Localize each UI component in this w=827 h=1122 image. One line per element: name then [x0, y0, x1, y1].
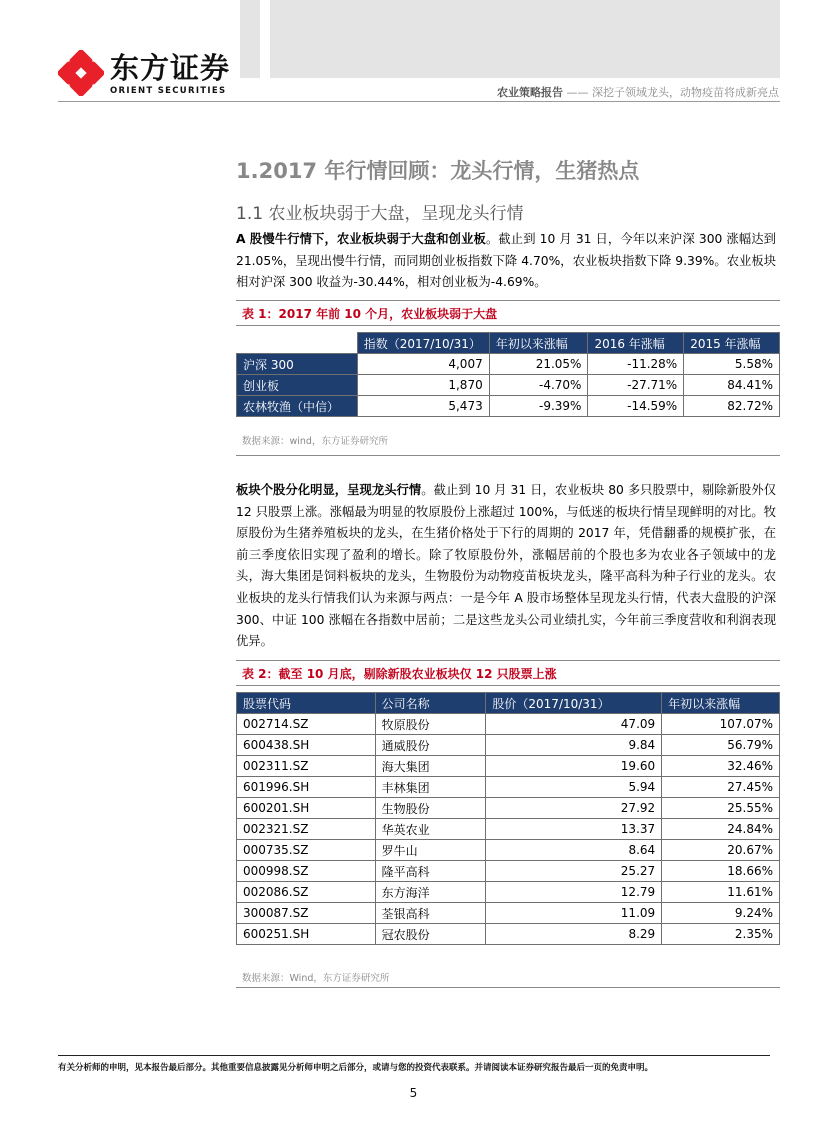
cell-code: 600438.SH [237, 735, 376, 756]
cell-2016: -27.71% [588, 375, 684, 396]
table-1-bottom-rule [236, 455, 780, 456]
row-label: 创业板 [237, 375, 358, 396]
cell-price: 11.09 [486, 903, 662, 924]
cell-ytd: 25.55% [662, 798, 780, 819]
cell-2016: -11.28% [588, 354, 684, 375]
cell-company: 冠农股份 [375, 924, 486, 945]
col-header-ytd: 年初以来涨幅 [489, 333, 588, 354]
table-row [237, 861, 780, 882]
table-row [237, 882, 780, 903]
cell-ytd: 20.67% [662, 840, 780, 861]
cell-code: 600201.SH [237, 798, 376, 819]
row-label: 农林牧渔（中信） [237, 396, 358, 417]
cell-ytd: 32.46% [662, 756, 780, 777]
table-row [237, 396, 780, 417]
cell-company: 丰林集团 [375, 777, 486, 798]
footer-divider [58, 1055, 770, 1056]
cell-ytd: -9.39% [489, 396, 588, 417]
table-row [237, 735, 780, 756]
table-row [237, 840, 780, 861]
cell-company: 海大集团 [375, 756, 486, 777]
cell-code: 002311.SZ [237, 756, 376, 777]
table-row [237, 714, 780, 735]
col-header-index: 指数（2017/10/31） [357, 333, 489, 354]
cell-ytd: -4.70% [489, 375, 588, 396]
cell-index: 4,007 [357, 354, 489, 375]
cell-price: 12.79 [486, 882, 662, 903]
table-row [237, 756, 780, 777]
cell-2016: -14.59% [588, 396, 684, 417]
cell-price: 8.64 [486, 840, 662, 861]
cell-price: 13.37 [486, 819, 662, 840]
paragraph-1 [236, 229, 776, 294]
footer-disclaimer: 有关分析师的申明，见本报告最后部分。其他重要信息披露见分析师申明之后部分，或请与您的投资代表联系。并请阅读本证券研究报告最后一页的免责申明。 [58, 1063, 654, 1073]
col-header-ytd: 年初以来涨幅 [662, 693, 780, 714]
index-performance-table [236, 332, 780, 417]
cell-ytd: 18.66% [662, 861, 780, 882]
table-1-source: 数据来源：wind，东方证券研究所 [242, 436, 388, 447]
report-subtitle: 深挖子领域龙头，动物疫苗将成新亮点 [592, 86, 779, 99]
subsection-heading: 1.1 农业板块弱于大盘，呈现龙头行情 [236, 204, 524, 224]
table-row [237, 354, 780, 375]
paragraph-1-body: 。截止到 10 月 31 日，今年以来沪深 300 涨幅达到 21.05%，呈现出慢牛行情，而同期创业板指数下降 4.70%，农业板块指数下降 9.39%。农业板块相对沪深 300 收益为-30.44%，相对创业板为-4.69%。 [236, 232, 776, 290]
table-row [237, 798, 780, 819]
paragraph-2 [236, 480, 776, 653]
table-2-caption: 表 2：截至 10 月底，剔除新股农业板块仅 12 只股票上涨 [236, 660, 780, 686]
cell-price: 27.92 [486, 798, 662, 819]
cell-ytd: 11.61% [662, 882, 780, 903]
cell-company: 荃银高科 [375, 903, 486, 924]
cell-code: 002321.SZ [237, 819, 376, 840]
brand-name-cn: 东方证券 [110, 51, 231, 85]
cell-index: 1,870 [357, 375, 489, 396]
paragraph-2-lead: 板块个股分化明显，呈现龙头行情 [236, 483, 422, 497]
paragraph-1-lead: A 股慢牛行情下，农业板块弱于大盘和创业板 [236, 232, 486, 246]
cell-ytd: 107.07% [662, 714, 780, 735]
cell-price: 8.29 [486, 924, 662, 945]
cell-ytd: 27.45% [662, 777, 780, 798]
cell-ytd: 56.79% [662, 735, 780, 756]
table-row [237, 819, 780, 840]
cell-company: 华英农业 [375, 819, 486, 840]
table-row [237, 903, 780, 924]
header-band [240, 0, 780, 78]
paragraph-2-body: 。截止到 10 月 31 日，农业板块 80 多只股票中，剔除新股外仅 12 只股票上涨。涨幅最为明显的牧原股份上涨超过 100%，与低迷的板块行情呈现鲜明的对比。牧原股份为生猪养殖板块的龙头，在生猪价格处于下行的周期的 2017 年，凭借翻番的规模扩张，在前三季度依旧实现了盈利的增长。除了牧原股份外，涨幅居前的个股也多为农业各子领域中的龙头，海大集团是饲料板块的龙头，生物股份为动物疫苗板块龙头，隆平高科为种子行业的龙头。农业板块的龙头行情我们认为来源与两点：一是今年 A 股市场整体呈现龙头行情，代表大盘股的沪深 300、中证 100 涨幅在各指数中居前；二是这些龙头公司业绩扎实，今年前三季度营收和利润表现优异。 [236, 483, 776, 649]
cell-code: 300087.SZ [237, 903, 376, 924]
cell-company: 通威股份 [375, 735, 486, 756]
cell-ytd: 9.24% [662, 903, 780, 924]
cell-code: 600251.SH [237, 924, 376, 945]
cell-company: 罗牛山 [375, 840, 486, 861]
cell-ytd: 21.05% [489, 354, 588, 375]
section-heading: 1.2017 年行情回顾：龙头行情，生猪热点 [236, 159, 640, 183]
cell-ytd: 2.35% [662, 924, 780, 945]
col-header-2016: 2016 年涨幅 [588, 333, 684, 354]
col-header-company: 公司名称 [375, 693, 486, 714]
cell-company: 生物股份 [375, 798, 486, 819]
cell-price: 9.84 [486, 735, 662, 756]
cell-code: 002086.SZ [237, 882, 376, 903]
cell-company: 隆平高科 [375, 861, 486, 882]
header-divider [58, 101, 780, 102]
table-header-row [237, 693, 780, 714]
table-2-source: 数据来源：Wind，东方证券研究所 [242, 973, 390, 984]
table-1-caption: 表 1：2017 年前 10 个月，农业板块弱于大盘 [236, 300, 780, 326]
cell-price: 5.94 [486, 777, 662, 798]
cell-2015: 84.41% [684, 375, 780, 396]
cell-company: 牧原股份 [375, 714, 486, 735]
row-label: 沪深 300 [237, 354, 358, 375]
cell-index: 5,473 [357, 396, 489, 417]
cell-price: 19.60 [486, 756, 662, 777]
cell-code: 000998.SZ [237, 861, 376, 882]
report-type: 农业策略报告 [497, 86, 563, 99]
header-dash: —— [563, 86, 592, 99]
brand-name-en: ORIENT SECURITIES [110, 86, 227, 96]
cell-2015: 82.72% [684, 396, 780, 417]
brand-logo-icon [58, 50, 104, 96]
report-header-title [497, 84, 779, 100]
table-row [237, 777, 780, 798]
cell-code: 601996.SH [237, 777, 376, 798]
table-row [237, 375, 780, 396]
cell-ytd: 24.84% [662, 819, 780, 840]
cell-2015: 5.58% [684, 354, 780, 375]
table-header-row [237, 333, 780, 354]
table-2-bottom-rule [236, 987, 780, 988]
cell-code: 000735.SZ [237, 840, 376, 861]
cell-company: 东方海洋 [375, 882, 486, 903]
cell-price: 47.09 [486, 714, 662, 735]
page-number: 5 [409, 1086, 418, 1100]
col-header-code: 股票代码 [237, 693, 376, 714]
cell-price: 25.27 [486, 861, 662, 882]
table-corner [237, 333, 358, 354]
col-header-price: 股价（2017/10/31） [486, 693, 662, 714]
table-row [237, 924, 780, 945]
cell-code: 002714.SZ [237, 714, 376, 735]
col-header-2015: 2015 年涨幅 [684, 333, 780, 354]
stock-gainers-table [236, 692, 780, 945]
